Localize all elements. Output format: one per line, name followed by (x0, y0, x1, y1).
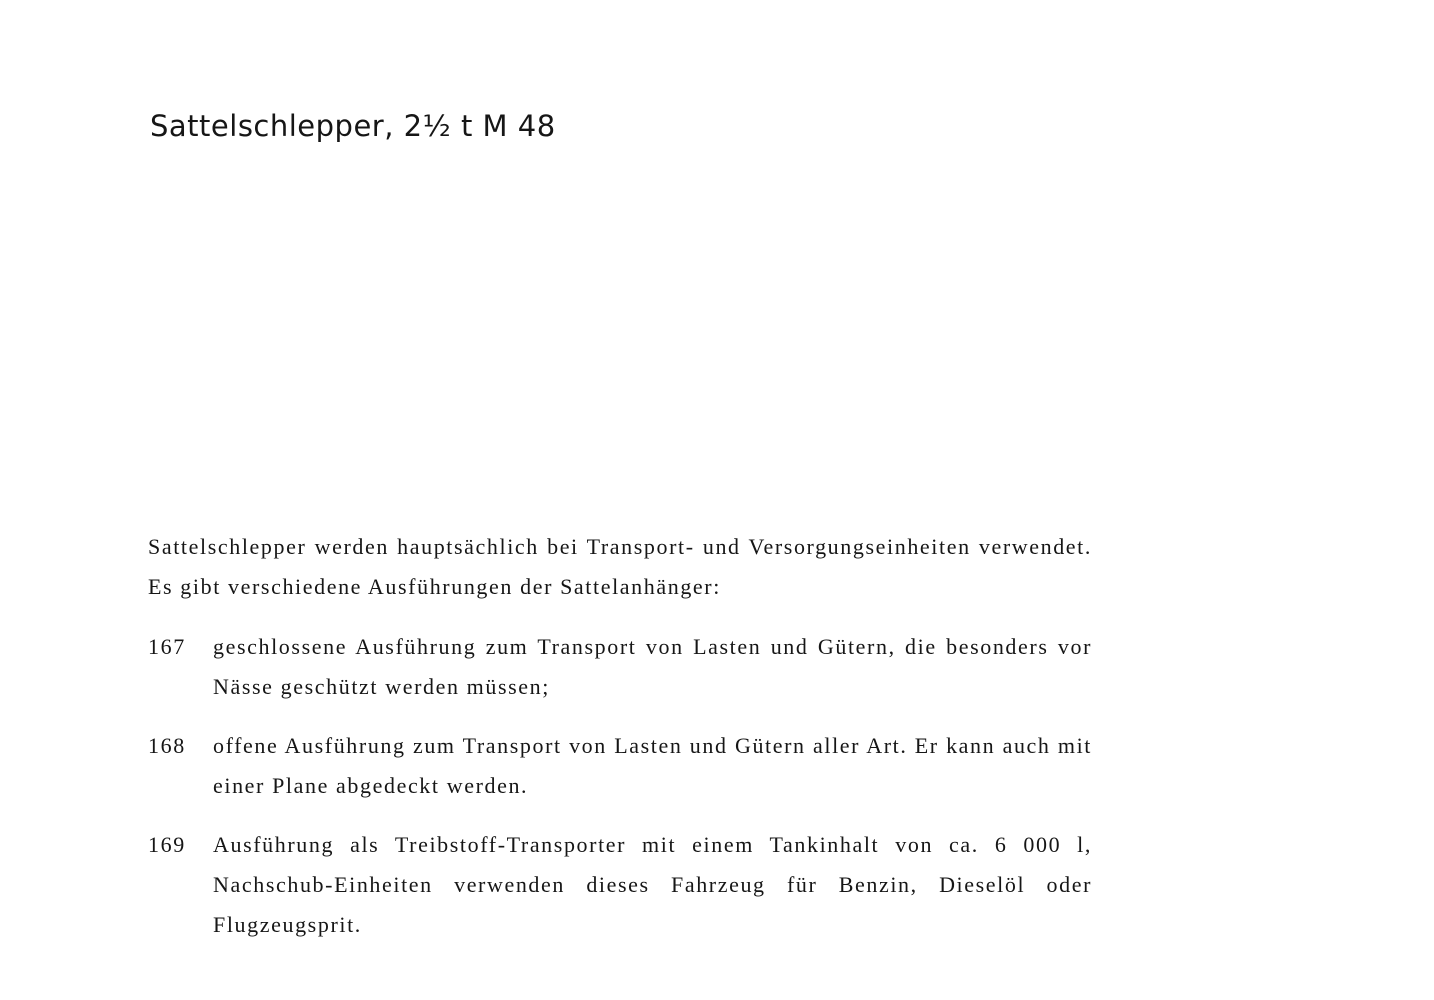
item-number: 169 (148, 832, 186, 857)
item-number: 167 (148, 634, 186, 659)
item-number: 168 (148, 733, 186, 758)
intro-paragraph: Sattelschlepper werden hauptsächlich bei Transport- und Versorgungseinheiten verwendet. Es gibt verschiedene Ausführungen der Sattelanhänger: (148, 534, 1092, 599)
page-title (150, 106, 556, 146)
item-text: Ausführung als Treibstoff-Transporter mit einem Tankinhalt von ca. 6 000 l, Nachschub-Einheiten verwenden dieses Fahrzeug für Benzin, Dieselöl oder Flugzeugsprit. (213, 832, 1092, 937)
title-suffix: t M 48 (451, 109, 556, 143)
title-fraction: ½ (422, 109, 452, 143)
list-item (148, 726, 1092, 806)
list-item (148, 627, 1092, 707)
item-text: geschlossene Ausführung zum Transport von Lasten und Gütern, die besonders vor Nässe geschützt werden müssen; (213, 634, 1092, 699)
title-prefix: Sattelschlepper, 2 (150, 109, 423, 143)
list-item (148, 825, 1092, 945)
item-text: offene Ausführung zum Transport von Lasten und Gütern aller Art. Er kann auch mit einer Plane abgedeckt werden. (213, 733, 1092, 798)
